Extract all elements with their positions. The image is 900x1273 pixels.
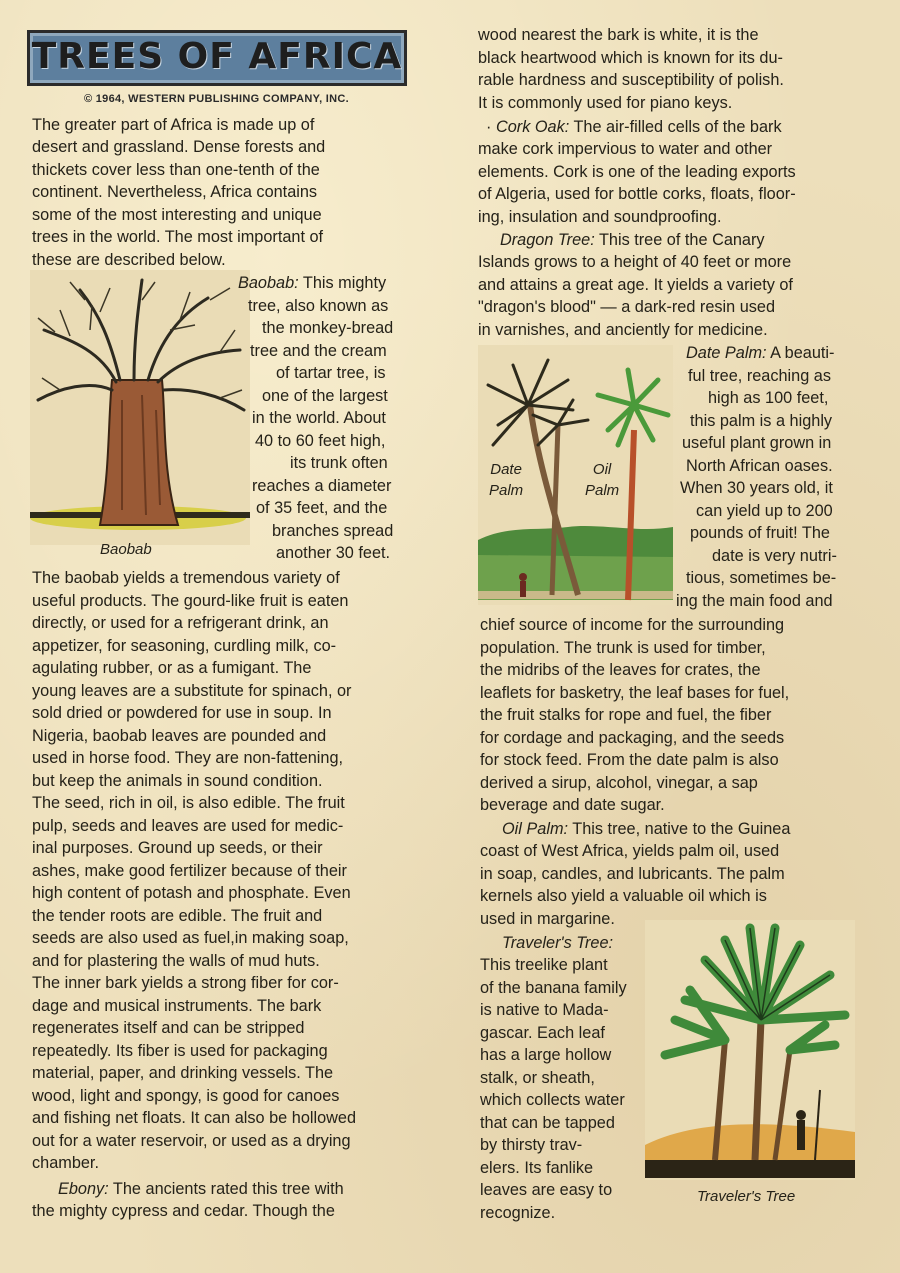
date-body-line: the midribs of the leaves for crates, the xyxy=(480,661,761,679)
dragon-first-line: Dragon Tree: This tree of the Canary xyxy=(500,231,765,249)
date-body-line: population. The trunk is used for timber, xyxy=(480,639,766,657)
baobab-body-line: the tender roots are edible. The fruit and xyxy=(32,907,323,925)
baobab-wrap-line: the monkey-bread xyxy=(262,319,394,337)
traveler-wrap-line: This treelike plant xyxy=(480,956,608,974)
baobab-body-line: Nigeria, baobab leaves are pounded and xyxy=(32,727,327,745)
baobab-wrap-line: one of the largest xyxy=(262,387,388,405)
traveler-wrap-line: elers. Its fanlike xyxy=(480,1159,594,1177)
baobab-body-line: repeatedly. Its fiber is used for packaging xyxy=(32,1042,328,1060)
cork-first-line: · Cork Oak: The air-filled cells of the bark xyxy=(486,118,782,136)
date-wrap-line: useful plant grown in xyxy=(682,434,832,452)
date-wrap-line: tious, sometimes be- xyxy=(686,569,837,587)
date-body-line: leaflets for basketry, the leaf bases for fuel, xyxy=(480,684,790,702)
oil-line: coast of West Africa, yields palm oil, used xyxy=(480,842,780,860)
date-wrap-line: pounds of fruit! The xyxy=(690,524,830,542)
baobab-body-line: but keep the animals in sound condition. xyxy=(32,772,323,790)
travelers-tree-illustration xyxy=(645,920,855,1180)
dragon-line: and attains a great age. It yields a variety of xyxy=(478,276,793,294)
dragon-line: Islands grows to a height of 40 feet or more xyxy=(478,253,792,271)
baobab-body-line: The seed, rich in oil, is also edible. The fruit xyxy=(32,794,345,812)
baobab-wrap-line: in the world. About xyxy=(252,409,386,427)
baobab-body-line: appetizer, for seasoning, curdling milk, co- xyxy=(32,637,337,655)
ebony-heading: Ebony: xyxy=(58,1180,109,1198)
copyright-notice: © 1964, WESTERN PUBLISHING COMPANY, INC. xyxy=(84,93,349,105)
baobab-wrap-line: 40 to 60 feet high, xyxy=(255,432,386,450)
traveler-wrap-line: of the banana family xyxy=(480,979,627,997)
travelers-tree-heading: Traveler's Tree: xyxy=(502,934,614,952)
date-wrap-line: ing the main food and xyxy=(676,592,833,610)
baobab-body-line: used in horse food. They are non-fattening, xyxy=(32,749,344,767)
baobab-body-line: out for a water reservoir, or used as a drying xyxy=(32,1132,351,1150)
ebony-cont-line: It is commonly used for piano keys. xyxy=(478,94,733,112)
baobab-first-line: Baobab: This mighty xyxy=(238,274,387,292)
title-banner xyxy=(27,30,407,86)
date-body-line: for cordage and packaging, and the seeds xyxy=(480,729,785,747)
dragon-line: "dragon's blood" — a dark-red resin used xyxy=(478,298,776,316)
date-wrap-line: date is very nutri- xyxy=(712,547,837,565)
intro-line: thickets cover less than one-tenth of the xyxy=(32,161,320,179)
baobab-body-line: sold dried or powdered for use in soup. In xyxy=(32,704,332,722)
intro-line: these are described below. xyxy=(32,251,226,269)
baobab-body-line: dage and musical instruments. The bark xyxy=(32,997,322,1015)
date-wrap-line: ful tree, reaching as xyxy=(688,367,831,385)
traveler-wrap-line: leaves are easy to xyxy=(480,1181,613,1199)
traveler-wrap-line: that can be tapped xyxy=(480,1114,615,1132)
intro-line: desert and grassland. Dense forests and xyxy=(32,138,326,156)
baobab-body-line: and fishing net floats. It can also be hollowed xyxy=(32,1109,357,1127)
date-body-line: for stock feed. From the date palm is also xyxy=(480,751,779,769)
traveler-wrap-line: stalk, or sheath, xyxy=(480,1069,595,1087)
oil-first-line: Oil Palm: This tree, native to the Guinea xyxy=(502,820,791,838)
oil-palm-caption xyxy=(582,459,622,501)
dragon-line: in varnishes, and anciently for medicine. xyxy=(478,321,768,339)
traveler-wrap-line: has a large hollow xyxy=(480,1046,612,1064)
baobab-heading: Baobab: xyxy=(238,274,299,292)
cork-line: elements. Cork is one of the leading exports xyxy=(478,163,796,181)
date-wrap-line: this palm is a highly xyxy=(690,412,833,430)
baobab-body-line: chamber. xyxy=(32,1154,99,1172)
travelers-tree-caption: Traveler's Tree xyxy=(697,1188,796,1205)
baobab-caption: Baobab xyxy=(100,541,152,558)
intro-line: some of the most interesting and unique xyxy=(32,206,322,224)
baobab-body-line: agulating rubber, or as a fumigant. The xyxy=(32,659,312,677)
ebony-cont-line: wood nearest the bark is white, it is the xyxy=(478,26,759,44)
date-body-line: the fruit stalks for rope and fuel, the fiber xyxy=(480,706,772,724)
baobab-body-line: regenerates itself and can be stripped xyxy=(32,1019,305,1037)
baobab-body-line: high content of potash and phosphate. Even xyxy=(32,884,351,902)
traveler-wrap-line: by thirsty trav- xyxy=(480,1136,583,1154)
baobab-body-line: wood, light and spongy, is good for canoes xyxy=(32,1087,340,1105)
oil-caption-line: Palm xyxy=(585,482,620,499)
date-wrap-line: When 30 years old, it xyxy=(680,479,833,497)
baobab-body-line: young leaves are a substitute for spinach, or xyxy=(32,682,352,700)
baobab-body-line: useful products. The gourd-like fruit is eaten xyxy=(32,592,349,610)
baobab-body-line: The inner bark yields a strong fiber for cor- xyxy=(32,974,339,992)
cork-line: of Algeria, used for bottle corks, floats, floor- xyxy=(478,185,796,203)
traveler-wrap-line: gascar. Each leaf xyxy=(480,1024,605,1042)
baobab-body-line: inal purposes. Ground up seeds, or their xyxy=(32,839,323,857)
date-wrap-line: high as 100 feet, xyxy=(708,389,829,407)
cork-line: make cork impervious to water and other xyxy=(478,140,773,158)
ebony-line: the mighty cypress and cedar. Though the xyxy=(32,1202,335,1220)
traveler-wrap-line: which collects water xyxy=(480,1091,625,1109)
ebony-cont-line: rable hardness and susceptibility of polish. xyxy=(478,71,784,89)
date-body-line: chief source of income for the surrounding xyxy=(480,616,785,634)
baobab-body-line: and for plastering the walls of mud huts. xyxy=(32,952,320,970)
baobab-wrap-line: its trunk often xyxy=(290,454,388,472)
baobab-body-line: pulp, seeds and leaves are used for medic- xyxy=(32,817,344,835)
baobab-body-line: seeds are also used as fuel,in making soap, xyxy=(32,929,349,947)
baobab-wrap-line: reaches a diameter xyxy=(252,477,392,495)
oil-line: used in margarine. xyxy=(480,910,615,928)
date-body-line: beverage and date sugar. xyxy=(480,796,665,814)
oil-palm-heading: Oil Palm: xyxy=(502,820,569,838)
intro-line: trees in the world. The most important of xyxy=(32,228,324,246)
oil-line: kernels also yield a valuable oil which is xyxy=(480,887,767,905)
traveler-wrap-line: is native to Mada- xyxy=(480,1001,609,1019)
intro-line: continent. Nevertheless, Africa contains xyxy=(32,183,318,201)
cork-heading: Cork Oak: xyxy=(495,118,570,136)
date-palm-caption xyxy=(486,459,526,501)
baobab-wrap-line: branches spread xyxy=(272,522,394,540)
baobab-body-line: ashes, make good fertilizer because of their xyxy=(32,862,347,880)
date-first-line: Date Palm: A beauti- xyxy=(686,344,835,362)
baobab-illustration xyxy=(30,270,250,545)
date-palm-heading: Date Palm: xyxy=(686,344,767,362)
ebony-first-line: Ebony: The ancients rated this tree with xyxy=(58,1180,344,1198)
intro-line: The greater part of Africa is made up of xyxy=(32,116,315,134)
date-caption-line: Palm xyxy=(489,482,524,499)
baobab-wrap-line: another 30 feet. xyxy=(276,544,391,562)
date-body-line: derived a sirup, alcohol, vinegar, a sap xyxy=(480,774,758,792)
page-title: TREES OF AFRICA xyxy=(31,36,403,77)
baobab-wrap-line: of 35 feet, and the xyxy=(256,499,388,517)
baobab-body-line: The baobab yields a tremendous variety of xyxy=(32,569,340,587)
date-caption-line: Date xyxy=(490,461,522,478)
date-wrap-line: North African oases. xyxy=(686,457,833,475)
baobab-wrap-line: tree, also known as xyxy=(248,297,389,315)
traveler-wrap-line: recognize. xyxy=(480,1204,556,1222)
oil-line: in soap, candles, and lubricants. The palm xyxy=(480,865,785,883)
baobab-body-line: material, paper, and drinking vessels. The xyxy=(32,1064,334,1082)
baobab-body-line: directly, or used for a refrigerant drink, an xyxy=(32,614,329,632)
ebony-cont-line: black heartwood which is known for its du- xyxy=(478,49,783,67)
oil-caption-line: Oil xyxy=(592,461,612,478)
baobab-wrap-line: tree and the cream xyxy=(250,342,387,360)
baobab-wrap-line: of tartar tree, is xyxy=(276,364,386,382)
cork-line: ing, insulation and soundproofing. xyxy=(478,208,722,226)
dragon-heading: Dragon Tree: xyxy=(500,231,595,249)
date-wrap-line: can yield up to 200 xyxy=(696,502,833,520)
